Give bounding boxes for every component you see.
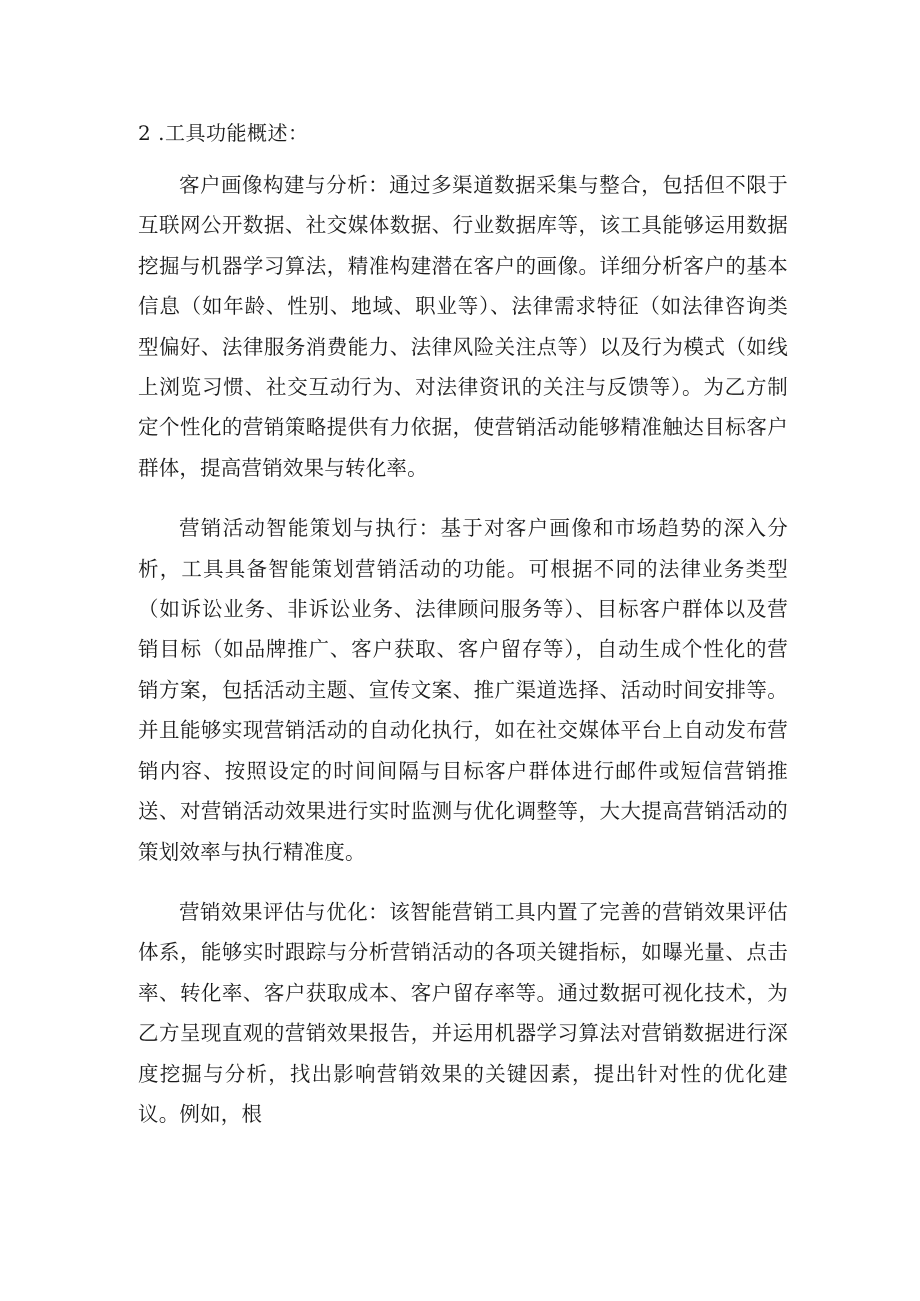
section-heading: 2 .工具功能概述： xyxy=(138,121,309,145)
paragraph-customer-profile: 客户画像构建与分析：通过多渠道数据采集与整合，包括但不限于互联网公开数据、社交媒体数据、行业数据库等，该工具能够运用数据挖掘与机器学习算法，精准构建潜在客户的画像。详细分析客户的基本信息（如年龄、性别、地域、职业等）、法律需求特征（如法律咨询类型偏好、法律服务消费能力、法律风险关注点等）以及行为模式（如线上浏览习惯、社交互动行为、对法律资讯的关注与反馈等）。为乙方制定个性化的营销策略提供有力依据，使营销活动能够精准触达目标客户群体，提高营销效果与转化率。 xyxy=(138,173,788,480)
paragraph-effect-evaluation: 营销效果评估与优化：该智能营销工具内置了完善的营销效果评估体系，能够实时跟踪与分析营销活动的各项关键指标，如曝光量、点击率、转化率、客户获取成本、客户留存率等。通过数据可视化技术，为乙方呈现直观的营销效果报告，并运用机器学习算法对营销数据进行深度挖掘与分析，找出影响营销效果的关键因素，提出针对性的优化建议。例如，根 xyxy=(138,899,788,1126)
document-body xyxy=(138,113,788,1134)
paragraph-campaign-planning: 营销活动智能策划与执行：基于对客户画像和市场趋势的深入分析，工具具备智能策划营销活动的功能。可根据不同的法律业务类型（如诉讼业务、非诉讼业务、法律顾问服务等）、目标客户群体以及营销目标（如品牌推广、客户获取、客户留存等），自动生成个性化的营销方案，包括活动主题、宣传文案、推广渠道选择、活动时间安排等。并且能够实现营销活动的自动化执行，如在社交媒体平台上自动发布营销内容、按照设定的时间间隔与目标客户群体进行邮件或短信营销推送、对营销活动效果进行实时监测与优化调整等，大大提高营销活动的策划效率与执行精准度。 xyxy=(138,516,788,864)
